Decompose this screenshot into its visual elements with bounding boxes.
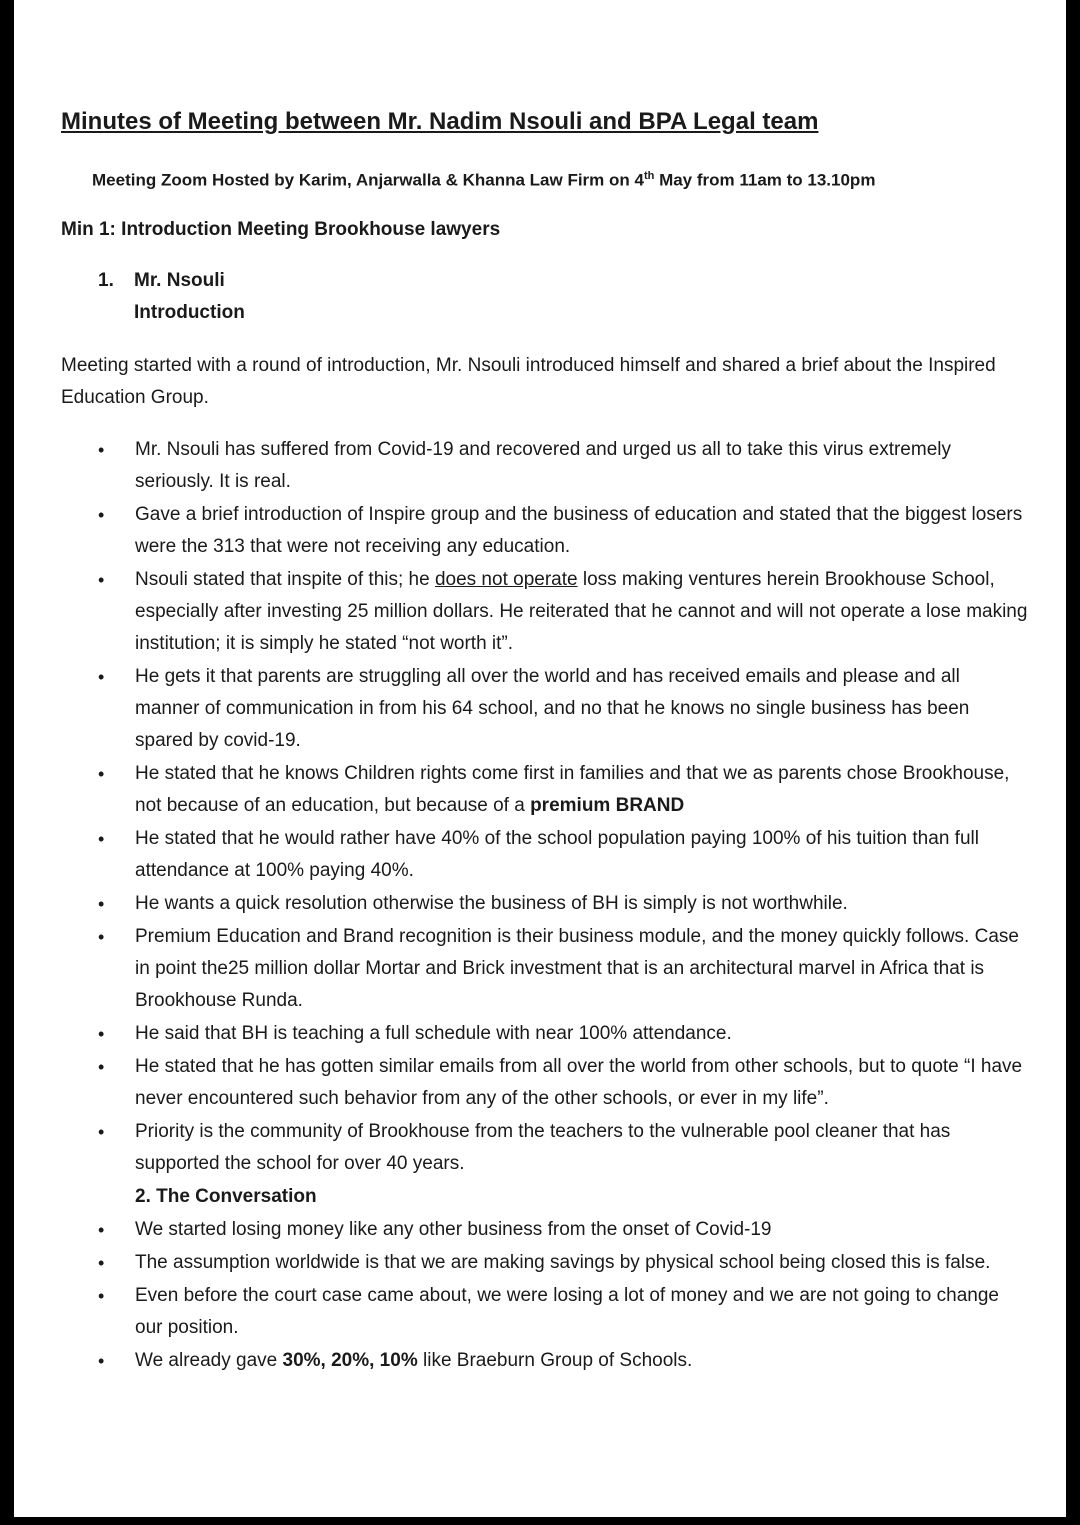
meeting-details: [92, 170, 875, 191]
bullet-item: [98, 564, 1028, 660]
bullet-item: • He stated that he has gotten similar emails from all over the world from other schools, but to quote “I have never encountered such behavior from any of the other schools, or ever in my life”.: [98, 1051, 1028, 1115]
item-subtitle: Introduction: [134, 302, 245, 323]
bold-text: 30%, 20%, 10%: [282, 1350, 418, 1371]
bullet-text: like Braeburn Group of Schools.: [417, 1350, 693, 1371]
item-speaker: Mr. Nsouli: [134, 270, 225, 291]
bullet-item: [98, 1345, 1028, 1377]
bullet-item: [98, 758, 1028, 822]
bullet-item: • We started losing money like any other business from the onset of Covid-19: [98, 1214, 1028, 1246]
min1-heading: Min 1: Introduction Meeting Brookhouse lawyers: [61, 219, 501, 240]
bullet-item: • Priority is the community of Brookhouse from the teachers to the vulnerable pool cleaner that has supported the school for over 40 years.: [98, 1116, 1028, 1180]
document-page: [14, 0, 1066, 1517]
intro-paragraph: Meeting started with a round of introduction, Mr. Nsouli introduced himself and shared a brief about the Inspired Education Group.: [61, 355, 996, 408]
meeting-details-text: Meeting Zoom Hosted by Karim, Anjarwalla & Khanna Law Firm on 4: [92, 170, 644, 190]
bold-text: premium BRAND: [530, 795, 685, 816]
bullet-item: • He gets it that parents are struggling all over the world and has received emails and please and all manner of communication in from his 64 school, and no that he knows no single business has been spared by covid-19.: [98, 661, 1028, 757]
meeting-details-text-end: May from 11am to 13.10pm: [654, 170, 876, 190]
bullet-list: [98, 434, 1028, 1378]
conversation-heading: 2. The Conversation: [135, 1186, 317, 1207]
item-number: 1.: [98, 270, 114, 291]
underlined-text: does not operate: [434, 569, 578, 590]
bullet-item: • Gave a brief introduction of Inspire group and the business of education and stated that the biggest losers were the 313 that were not receiving any education.: [98, 499, 1028, 563]
bullet-item: • Mr. Nsouli has suffered from Covid-19 and recovered and urged us all to take this virus extremely seriously. It is real.: [98, 434, 1028, 498]
bullet-item: • Premium Education and Brand recognition is their business module, and the money quickly follows. Case in point the25 million dollar Mortar and Brick investment that is an architectural marvel in Africa that is Brookhouse Runda.: [98, 921, 1028, 1017]
bullet-text: He stated that he knows Children rights come first in families and that we as parents chose Brookhouse, not because of an education, but because of a: [135, 763, 1010, 816]
bullet-item: • The assumption worldwide is that we are making savings by physical school being closed this is false.: [98, 1247, 1028, 1279]
bullet-item: • He stated that he would rather have 40% of the school population paying 100% of his tuition than full attendance at 100% paying 40%.: [98, 823, 1028, 887]
bullet-item: • Even before the court case came about, we were losing a lot of money and we are not going to change our position.: [98, 1280, 1028, 1344]
document-title: Minutes of Meeting between Mr. Nadim Nsouli and BPA Legal team: [61, 108, 819, 135]
bullet-text: loss making ventures herein Brookhouse School, especially after investing 25 million dollars. He reiterated that he cannot and will not operate a lose making institution; it is simply he stated “not worth it”.: [135, 569, 1028, 654]
meeting-date-suffix: th: [643, 170, 655, 182]
bullet-text: We already gave: [135, 1350, 283, 1371]
bullet-item: • He wants a quick resolution otherwise the business of BH is simply is not worthwhile.: [98, 888, 1028, 920]
bullet-item: • He said that BH is teaching a full schedule with near 100% attendance.: [98, 1018, 1028, 1050]
bullet-text: Nsouli stated that inspite of this; he: [135, 569, 435, 590]
